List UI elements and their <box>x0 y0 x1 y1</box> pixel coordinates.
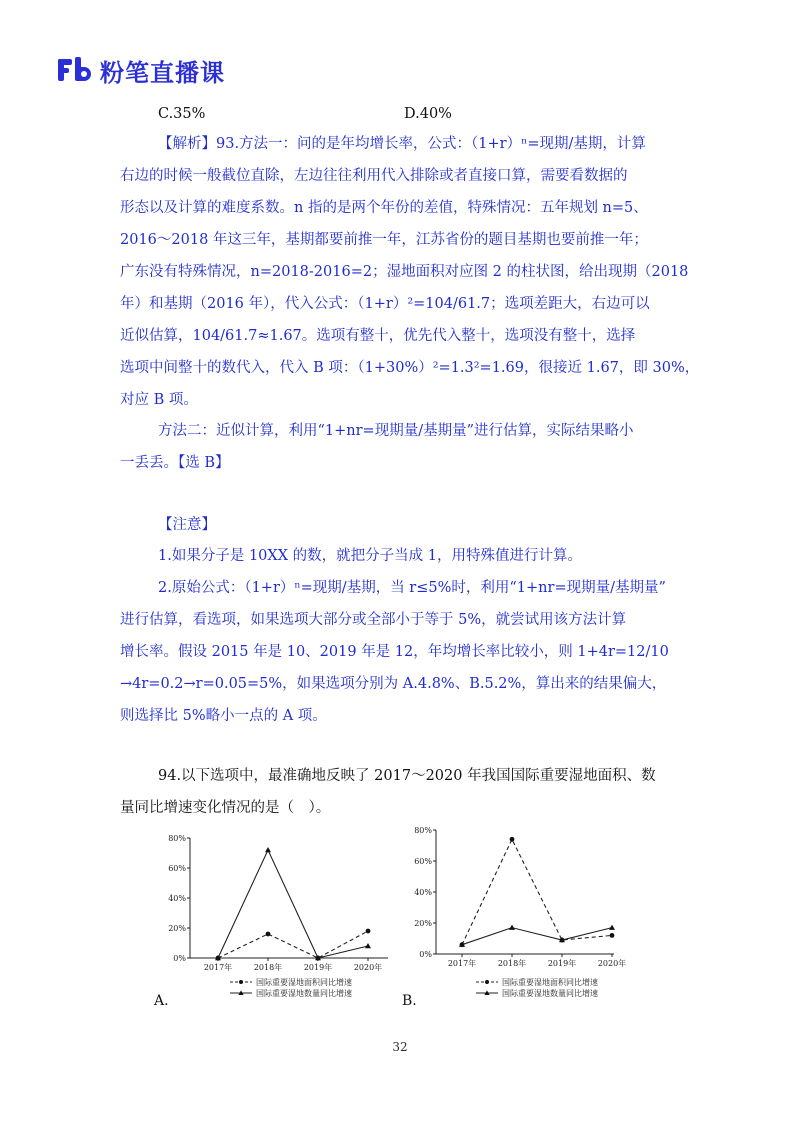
note-title: 【注意】 <box>158 517 216 533</box>
y-tick-label: 40% <box>168 894 186 903</box>
x-tick-label: 2019年 <box>547 959 577 968</box>
legend-label: 国际重要湿地面积同比增速 <box>256 978 352 987</box>
analysis-line: 形态以及计算的难度系数。n 指的是两个年份的差值，特殊情况：五年规划 n=5、 <box>120 200 648 216</box>
chart-b-letter: B. <box>402 993 417 1009</box>
y-tick-label: 80% <box>168 834 186 843</box>
chart-a-svg <box>160 830 400 1010</box>
brand-name: 粉笔直播课 <box>100 58 225 87</box>
y-tick-label: 0% <box>173 954 186 963</box>
note-line: 进行估算，看选项，如果选项大部分或全部小于等于 5%，就尝试用该方法计算 <box>120 612 627 628</box>
series-line-1 <box>462 839 612 944</box>
legend-label: 国际重要湿地面积同比增速 <box>502 978 598 987</box>
note-line: 1.如果分子是 10XX 的数，就把分子当成 1，用特殊值进行计算。 <box>158 548 582 564</box>
y-tick-label: 0% <box>419 950 432 959</box>
series-line-2 <box>218 850 368 958</box>
analysis-line: 右边的时候一般截位直除，左边往往利用代入排除或者直接口算，需要看数据的 <box>120 168 628 184</box>
analysis-line: 2016～2018 年这三年，基期都要前推一年，江苏省份的题目基期也要前推一年； <box>120 232 648 248</box>
y-tick-label: 60% <box>414 857 432 866</box>
analysis-line: 对应 B 项。 <box>120 392 198 408</box>
analysis-line: 近似估算，104/61.7≈1.67。选项有整十，优先代入整十，选项没有整十，选择 <box>120 328 636 344</box>
question-line: 量同比增速变化情况的是（ ）。 <box>120 800 331 816</box>
y-tick-label: 20% <box>414 919 432 928</box>
data-point-triangle <box>609 925 615 930</box>
series-line-2 <box>462 928 612 945</box>
note-line: →4r=0.2→r=0.05=5%，如果选项分别为 A.4.8%、B.5.2%，算出来的结果偏大， <box>120 676 667 692</box>
note-line: 则选择比 5%略小一点的 A 项。 <box>120 708 327 724</box>
data-point-triangle <box>365 943 371 948</box>
chart-b <box>410 822 630 1010</box>
analysis-line: 【解析】93.方法一：问的是年均增长率，公式：（1+r）ⁿ=现期/基期，计算 <box>158 136 646 152</box>
analysis-line: 选项中间整十的数代入，代入 B 项：（1+30%）²=1.3²=1.69，很接近 1.67，即 30%， <box>120 360 700 376</box>
series-line-1 <box>218 931 368 958</box>
analysis-line: 广东没有特殊情况，n=2018-2016=2；湿地面积对应图 2 的柱状图，给出现期（2018 <box>120 264 689 280</box>
data-point-circle <box>266 932 271 937</box>
x-tick-label: 2018年 <box>253 963 283 972</box>
legend-marker-circle <box>485 980 489 984</box>
question-line: 94.以下选项中，最准确地反映了 2017～2020 年我国国际重要湿地面积、数 <box>158 768 656 784</box>
fenbi-logo-icon <box>58 57 92 83</box>
chart-a <box>160 830 400 1010</box>
note-line: 2.原始公式：（1+r）ⁿ=现期/基期，当 r≤5%时，利用“1+nr=现期量/基期量” <box>158 580 666 596</box>
data-point-triangle <box>265 847 271 852</box>
option-d: D.40% <box>404 106 452 122</box>
data-point-triangle <box>509 925 515 930</box>
legend-label: 国际重要湿地数量同比增速 <box>256 989 352 998</box>
x-tick-label: 2020年 <box>597 959 627 968</box>
legend-marker-circle <box>239 980 243 984</box>
x-tick-label: 2017年 <box>203 963 233 972</box>
page-number: 32 <box>392 1040 408 1054</box>
x-tick-label: 2018年 <box>497 959 527 968</box>
data-point-circle <box>510 837 515 842</box>
analysis-line: 年）和基期（2016 年），代入公式：（1+r）²=104/61.7；选项差距大，右边可以 <box>120 296 650 312</box>
data-point-circle <box>610 933 615 938</box>
chart-b-svg <box>410 822 630 1010</box>
y-tick-label: 40% <box>414 888 432 897</box>
x-tick-label: 2017年 <box>447 959 477 968</box>
method2-line: 一丢丢。【选 B】 <box>120 455 230 471</box>
x-tick-label: 2020年 <box>353 963 383 972</box>
brand-logo <box>58 55 225 85</box>
x-tick-label: 2019年 <box>303 963 333 972</box>
data-point-circle <box>366 929 371 934</box>
method2-line: 方法二：近似计算，利用“1+nr=现期量/基期量”进行估算，实际结果略小 <box>158 423 634 439</box>
y-tick-label: 80% <box>414 826 432 835</box>
y-tick-label: 20% <box>168 924 186 933</box>
y-tick-label: 60% <box>168 864 186 873</box>
legend-label: 国际重要湿地数量同比增速 <box>502 989 598 998</box>
note-line: 增长率。假设 2015 年是 10、2019 年是 12，年均增长率比较小，则 1+4r=12/10 <box>120 644 669 660</box>
chart-a-letter: A. <box>154 993 169 1009</box>
option-c: C.35% <box>158 106 206 122</box>
